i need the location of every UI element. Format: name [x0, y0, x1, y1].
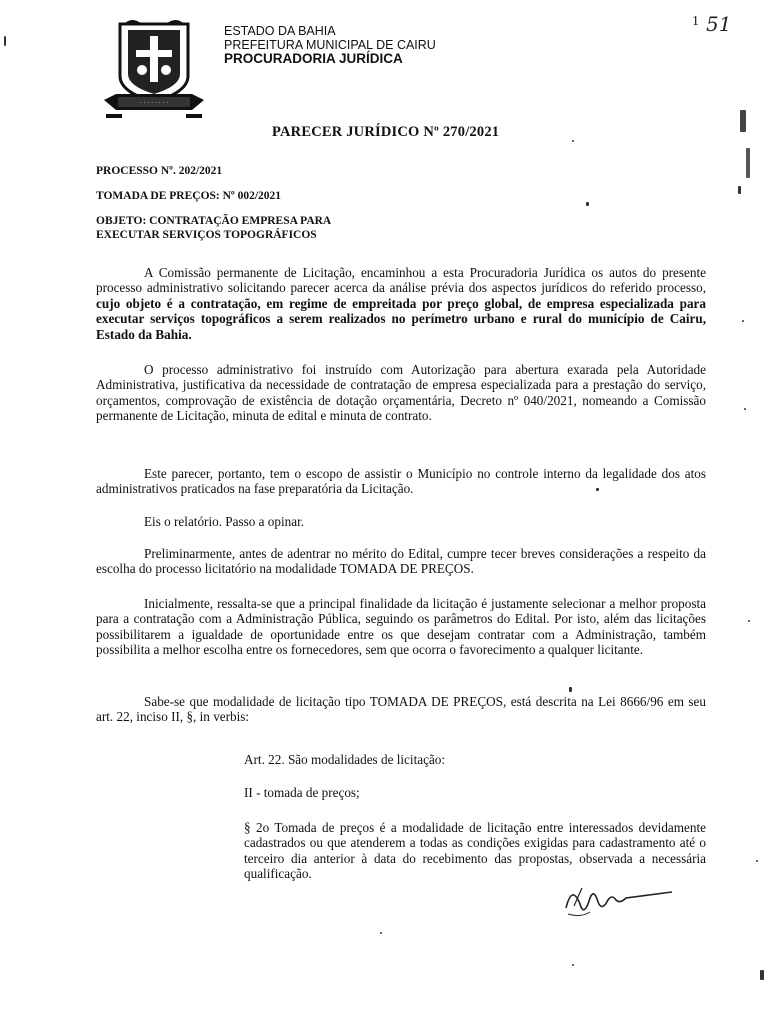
objeto-line-1: OBJETO: CONTRATAÇÃO EMPRESA PARA: [96, 215, 332, 227]
paragraph-4: Eis o relatório. Passo a opinar.: [144, 514, 305, 529]
quote-article: Art. 22. São modalidades de licitação:: [244, 752, 446, 767]
paragraph-1: [96, 265, 706, 342]
paragraph-2: O processo administrativo foi instruído com Autorização para abertura exarada pela Autoridade Administrativa, justificativa da necessidade de contratação de empresa especializada para a prestação do serviço, orçamentos, comprovação de existência de dotação orçamentária, Decreto nº 040/2021, nomeando a Comissão permanente de Licitação, minuta de edital e minuta de contrato.: [96, 362, 706, 424]
page-number: 1: [692, 14, 699, 29]
quote-inciso: II - tomada de preços;: [244, 785, 360, 800]
objeto-line-2: EXECUTAR SERVIÇOS TOPOGRÁFICOS: [96, 229, 317, 241]
process-number: PROCESSO Nº. 202/2021: [96, 165, 223, 177]
paragraph-1-text: A Comissão permanente de Licitação, encaminhou a esta Procuradoria Jurídica os autos do presente processo administrativo solicitando parecer acerca da análise prévia dos aspectos jurídicos do referido processo,: [96, 265, 706, 296]
paragraph-6: Inicialmente, ressalta-se que a principal finalidade da licitação é justamente selecionar a melhor proposta para a contratação com a Administração Pública, seguindo os parâmetros do Edital. Por isto, além das licitações possibilitarem a igualdade de oportunidade entre os que desejam contratar com a Administração, também possibilita a melhor escolha entre os fornecedores, sem que ocorra o favorecimento a qualquer licitante.: [96, 596, 706, 658]
tomada-de-precos: TOMADA DE PREÇOS: Nº 002/2021: [96, 190, 282, 202]
paragraph-7: Sabe-se que modalidade de licitação tipo TOMADA DE PREÇOS, está descrita na Lei 8666/96 em seu art. 22, inciso II, §, in verbis:: [96, 694, 706, 725]
quote-paragraph: § 2o Tomada de preços é a modalidade de licitação entre interessados devidamente cadastrados ou que atenderem a todas as condições exigidas para cadastramento até o terceiro dia anterior à data do recebimento das propostas, observada a necessária qualificação.: [244, 820, 706, 882]
document-title: PARECER JURÍDICO Nº 270/2021: [272, 124, 500, 140]
paragraph-3: Este parecer, portanto, tem o escopo de assistir o Município no controle interno da legalidade dos atos administrativos praticados na fase preparatória da Licitação.: [96, 466, 706, 497]
coat-of-arms-icon: [98, 18, 210, 122]
header-state: ESTADO DA BAHIA: [224, 24, 336, 38]
paragraph-5: Preliminarmente, antes de adentrar no mérito do Edital, cumpre tecer breves considerações a respeito da escolha do processo licitatório na modalidade TOMADA DE PREÇOS.: [96, 546, 706, 577]
handwritten-folio: 51: [706, 12, 732, 36]
header-procuradoria: PROCURADORIA JURÍDICA: [224, 51, 403, 66]
signature-mark: [560, 878, 680, 922]
header-prefecture: PREFEITURA MUNICIPAL DE CAIRU: [224, 38, 436, 52]
paragraph-1-bold: cujo objeto é a contratação, em regime de empreitada por preço global, de empresa especializada para executar serviços topográficos a serem realizados no perímetro urbano e rural do município de Cairu, Estado da Bahia.: [96, 295, 706, 342]
svg-text:· · · · · · · ·: · · · · · · · ·: [139, 100, 169, 107]
